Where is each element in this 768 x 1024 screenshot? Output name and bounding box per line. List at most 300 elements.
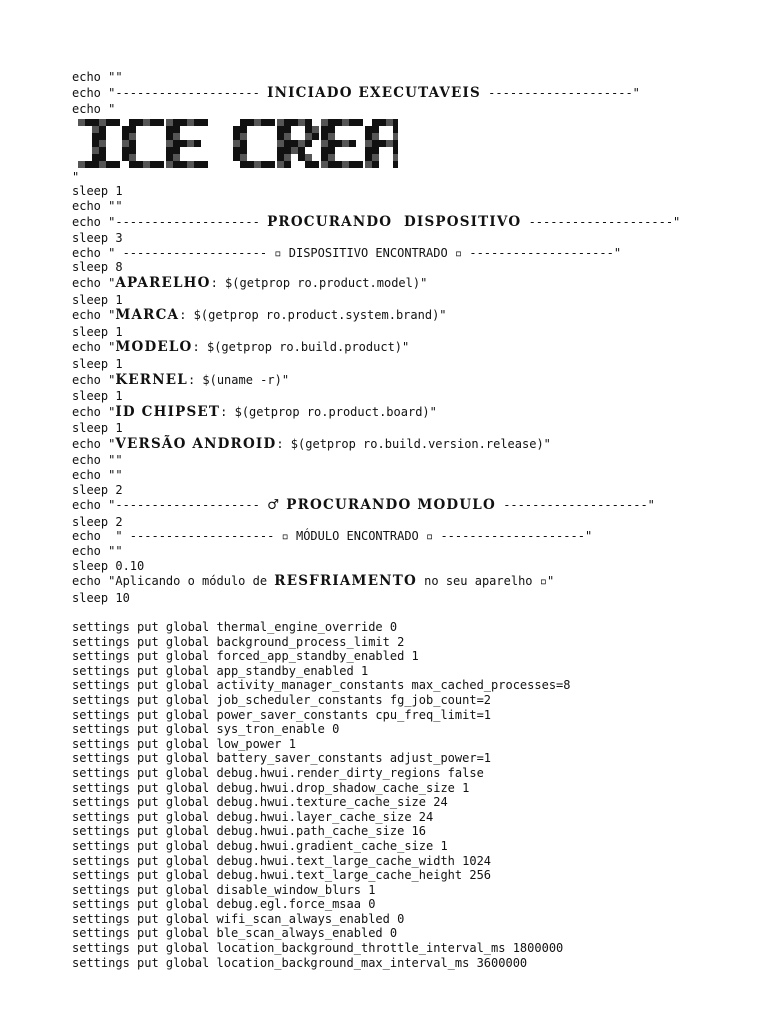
script-line xyxy=(72,591,732,606)
settings-line xyxy=(72,868,732,883)
script-line xyxy=(72,339,732,357)
settings-line xyxy=(72,912,732,927)
bold-keyword: ID CHIPSET xyxy=(115,403,221,420)
banner-pixel xyxy=(129,126,136,133)
settings-line xyxy=(72,766,732,781)
banner-pixel xyxy=(321,154,328,161)
banner-pixel xyxy=(122,140,129,147)
code-text: echo "" xyxy=(72,198,123,213)
banner-pixel xyxy=(99,126,106,133)
banner-pixel xyxy=(173,133,180,140)
code-text: echo " xyxy=(72,372,116,387)
settings-line xyxy=(72,737,732,752)
banner-pixel xyxy=(187,140,194,147)
banner-pixel xyxy=(122,154,129,161)
banner-pixel xyxy=(129,140,136,147)
code-text: settings put global location_background_throttle_interval_ms 1800000 xyxy=(72,941,564,956)
banner-pixel xyxy=(372,140,379,147)
banner-pixel xyxy=(349,119,356,126)
banner-pixel xyxy=(372,147,379,154)
banner-pixel xyxy=(349,140,356,147)
code-text: echo " xyxy=(72,275,116,290)
banner-pixel xyxy=(365,133,372,140)
banner-pixel xyxy=(284,147,291,154)
bold-keyword: ♂ PROCURANDO MODULO xyxy=(267,497,496,514)
banner-pixel xyxy=(99,161,106,168)
code-text: sleep 1 xyxy=(72,324,123,339)
code-text: echo "-------------------- xyxy=(72,498,268,513)
banner-pixel xyxy=(194,161,201,168)
code-text: settings put global sys_tron_enable 0 xyxy=(72,722,340,737)
banner-pixel xyxy=(305,133,312,140)
banner-pixel xyxy=(277,147,284,154)
banner-pixel xyxy=(173,161,180,168)
settings-line xyxy=(72,649,732,664)
code-text: sleep 1 xyxy=(72,421,123,436)
banner-pixel xyxy=(298,154,305,161)
banner-pixel xyxy=(372,119,379,126)
script-line xyxy=(72,85,732,103)
code-text: settings put global battery_saver_constants adjust_power=1 xyxy=(72,751,492,766)
banner-pixel xyxy=(328,161,335,168)
banner-pixel xyxy=(129,147,136,154)
script-line xyxy=(72,70,732,85)
banner-pixel xyxy=(393,133,398,140)
banner-pixel xyxy=(365,140,372,147)
script-line xyxy=(72,214,732,232)
banner-pixel xyxy=(277,119,284,126)
script-line xyxy=(72,246,732,261)
settings-line xyxy=(72,941,732,956)
banner-pixel xyxy=(284,119,291,126)
code-text: sleep 1 xyxy=(72,184,123,199)
banner-pixel xyxy=(284,133,291,140)
banner-pixel xyxy=(298,140,305,147)
code-text: echo "Aplicando o módulo de xyxy=(72,574,275,589)
settings-line xyxy=(72,839,732,854)
script-line xyxy=(72,544,732,559)
script-line xyxy=(72,372,732,390)
banner-pixel xyxy=(328,126,335,133)
settings-line xyxy=(72,708,732,723)
banner-pixel xyxy=(233,154,240,161)
banner-pixel xyxy=(173,119,180,126)
banner-pixel xyxy=(328,119,335,126)
code-text: echo "" xyxy=(72,70,123,84)
banner-pixel xyxy=(312,133,319,140)
code-text: settings put global job_scheduler_constants fg_job_count=2 xyxy=(72,692,492,707)
banner-pixel xyxy=(312,126,319,133)
banner-pixel xyxy=(305,154,312,161)
code-text: settings put global debug.hwui.path_cache_size 16 xyxy=(72,824,427,839)
banner-pixel xyxy=(321,147,328,154)
banner-pixel xyxy=(298,119,305,126)
script-line xyxy=(72,231,732,246)
settings-line xyxy=(72,635,732,650)
banner-pixel xyxy=(335,140,342,147)
banner-pixel xyxy=(379,119,386,126)
code-text: settings put global low_power 1 xyxy=(72,736,296,751)
banner-pixel xyxy=(92,119,99,126)
code-text: --------------------" xyxy=(521,214,681,229)
bold-keyword: MARCA xyxy=(115,307,180,324)
banner-pixel xyxy=(284,140,291,147)
banner-pixel xyxy=(342,119,349,126)
banner-pixel xyxy=(393,126,398,133)
banner-pixel xyxy=(166,133,173,140)
script-line xyxy=(72,184,732,199)
settings-line xyxy=(72,693,732,708)
banner-pixel xyxy=(129,119,136,126)
script-line xyxy=(72,421,732,436)
code-text: echo " -------------------- ▫ MÓDULO ENCONTRADO ▫ --------------------" xyxy=(72,529,593,544)
banner-pixel xyxy=(233,147,240,154)
code-text: echo " -------------------- ▫ DISPOSITIVO ENCONTRADO ▫ --------------------" xyxy=(72,245,622,260)
banner-pixel xyxy=(99,133,106,140)
bold-keyword: INICIADO EXECUTAVEIS xyxy=(267,84,481,101)
banner-pixel xyxy=(240,119,247,126)
settings-line xyxy=(72,810,732,825)
code-text: echo " xyxy=(72,102,116,117)
banner-pixel xyxy=(277,133,284,140)
script-line xyxy=(72,199,732,214)
script-line xyxy=(72,453,732,468)
banner-pixel xyxy=(194,119,201,126)
banner-pixel xyxy=(393,154,398,161)
bold-keyword: RESFRIAMENTO xyxy=(274,573,417,590)
ice-cream-logo xyxy=(78,119,398,170)
code-text: sleep 0.10 xyxy=(72,558,145,573)
banner-pixel xyxy=(284,161,291,168)
bold-keyword: APARELHO xyxy=(115,274,211,291)
banner-pixel xyxy=(201,119,208,126)
banner-pixel xyxy=(129,133,136,140)
banner-pixel xyxy=(277,161,284,168)
banner-pixel xyxy=(305,140,312,147)
banner-pixel xyxy=(305,126,312,133)
banner-pixel xyxy=(173,126,180,133)
banner-pixel xyxy=(180,119,187,126)
banner-pixel xyxy=(240,147,247,154)
code-text: echo " xyxy=(72,340,116,355)
banner-pixel xyxy=(240,161,247,168)
code-text: settings put global thermal_engine_override 0 xyxy=(72,620,398,634)
banner-pixel xyxy=(247,119,254,126)
banner-pixel xyxy=(173,154,180,161)
banner-pixel xyxy=(143,119,150,126)
banner-pixel xyxy=(342,161,349,168)
settings-line xyxy=(72,824,732,839)
script-line xyxy=(72,404,732,422)
banner-pixel xyxy=(254,119,261,126)
code-text: settings put global activity_manager_constants max_cached_processes=8 xyxy=(72,678,571,693)
banner-pixel xyxy=(99,147,106,154)
bold-keyword: KERNEL xyxy=(115,371,188,388)
banner-pixel xyxy=(312,161,319,168)
banner-pixel xyxy=(157,119,164,126)
banner-pixel xyxy=(342,140,349,147)
echo-header-lines xyxy=(72,70,732,117)
code-text: : $(uname -r)" xyxy=(187,372,290,387)
code-text: settings put global debug.hwui.text_large_cache_width 1024 xyxy=(72,853,492,868)
banner-pixel xyxy=(157,161,164,168)
banner-pixel xyxy=(173,140,180,147)
script-line xyxy=(72,357,732,372)
banner-pixel xyxy=(284,154,291,161)
code-text: sleep 1 xyxy=(72,356,123,371)
banner-pixel xyxy=(129,154,136,161)
banner-pixel xyxy=(187,161,194,168)
code-text: settings put global power_saver_constants cpu_freq_limit=1 xyxy=(72,707,492,722)
banner-pixel xyxy=(335,161,342,168)
script-line xyxy=(72,293,732,308)
code-text: echo "" xyxy=(72,468,123,483)
settings-line xyxy=(72,926,732,941)
banner-pixel xyxy=(298,147,305,154)
banner-pixel xyxy=(122,133,129,140)
banner-pixel xyxy=(150,119,157,126)
banner-pixel xyxy=(321,133,328,140)
banner-pixel xyxy=(240,133,247,140)
banner-pixel xyxy=(393,119,398,126)
settings-line xyxy=(72,854,732,869)
banner-pixel xyxy=(268,161,275,168)
banner-pixel xyxy=(356,161,363,168)
script-line xyxy=(72,170,732,185)
settings-line xyxy=(72,664,732,679)
code-text: --------------------" xyxy=(480,85,640,100)
banner-pixel xyxy=(291,119,298,126)
banner-pixel xyxy=(92,140,99,147)
banner-pixel xyxy=(365,154,372,161)
banner-pixel xyxy=(92,147,99,154)
code-text: settings put global wifi_scan_always_enabled 0 xyxy=(72,911,405,926)
settings-line xyxy=(72,722,732,737)
code-text: sleep 2 xyxy=(72,482,123,497)
script-line xyxy=(72,497,732,515)
banner-pixel xyxy=(180,161,187,168)
banner-pixel xyxy=(113,161,120,168)
script-line xyxy=(72,389,732,404)
banner-pixel xyxy=(136,119,143,126)
settings-line xyxy=(72,795,732,810)
code-text: settings put global debug.hwui.text_large_cache_height 256 xyxy=(72,868,492,883)
banner-pixel xyxy=(92,126,99,133)
banner-pixel xyxy=(85,161,92,168)
code-text: sleep 1 xyxy=(72,292,123,307)
banner-pixel xyxy=(393,147,398,154)
script-line xyxy=(72,483,732,498)
code-text: sleep 8 xyxy=(72,260,123,275)
banner-pixel xyxy=(261,161,268,168)
settings-commands xyxy=(72,620,732,970)
banner-pixel xyxy=(386,140,393,147)
script-line xyxy=(72,468,732,483)
banner-pixel xyxy=(106,119,113,126)
banner-pixel xyxy=(78,161,85,168)
banner-pixel xyxy=(328,140,335,147)
code-text: echo "-------------------- xyxy=(72,214,268,229)
banner-pixel xyxy=(113,119,120,126)
banner-pixel xyxy=(321,119,328,126)
banner-pixel xyxy=(129,161,136,168)
banner-pixel xyxy=(328,154,335,161)
blank-line xyxy=(72,605,732,620)
ice-cream-ascii-banner xyxy=(78,119,732,170)
banner-pixel xyxy=(92,154,99,161)
banner-pixel xyxy=(166,140,173,147)
settings-line xyxy=(72,897,732,912)
code-text: echo " xyxy=(72,436,116,451)
code-text: echo " xyxy=(72,308,116,323)
settings-line xyxy=(72,781,732,796)
banner-pixel xyxy=(393,161,398,168)
banner-pixel xyxy=(328,147,335,154)
banner-pixel xyxy=(321,161,328,168)
settings-line xyxy=(72,956,732,971)
banner-pixel xyxy=(372,154,379,161)
code-text: echo "" xyxy=(72,544,123,559)
banner-pixel xyxy=(187,119,194,126)
script-document xyxy=(72,70,732,970)
banner-pixel xyxy=(194,140,201,147)
banner-pixel xyxy=(379,140,386,147)
settings-line xyxy=(72,751,732,766)
script-line xyxy=(72,307,732,325)
script-line xyxy=(72,573,732,591)
banner-pixel xyxy=(106,161,113,168)
code-text: " xyxy=(72,169,80,184)
settings-line xyxy=(72,883,732,898)
code-text: echo "-------------------- xyxy=(72,85,268,100)
banner-pixel xyxy=(277,154,284,161)
banner-pixel xyxy=(328,133,335,140)
script-line xyxy=(72,559,732,574)
banner-pixel xyxy=(386,119,393,126)
banner-pixel xyxy=(335,119,342,126)
banner-pixel xyxy=(99,154,106,161)
banner-pixel xyxy=(254,161,261,168)
banner-pixel xyxy=(240,154,247,161)
code-text: settings put global debug.hwui.layer_cache_size 24 xyxy=(72,809,434,824)
banner-pixel xyxy=(150,161,157,168)
code-text: settings put global debug.egl.force_msaa 0 xyxy=(72,897,376,912)
banner-pixel xyxy=(268,119,275,126)
code-text: settings put global debug.hwui.drop_shadow_cache_size 1 xyxy=(72,780,470,795)
code-text: : $(getprop ro.product.model)" xyxy=(210,275,428,290)
banner-pixel xyxy=(372,126,379,133)
banner-pixel xyxy=(180,140,187,147)
script-line xyxy=(72,102,732,117)
banner-pixel xyxy=(291,140,298,147)
code-text: settings put global ble_scan_always_enabled 0 xyxy=(72,926,398,941)
code-text: : $(getprop ro.build.version.release)" xyxy=(276,436,551,451)
code-text: no seu aparelho ▫" xyxy=(416,574,555,589)
banner-pixel xyxy=(99,140,106,147)
banner-pixel xyxy=(365,147,372,154)
banner-pixel xyxy=(92,133,99,140)
banner-pixel xyxy=(305,119,312,126)
banner-pixel xyxy=(305,161,312,168)
bold-keyword: PROCURANDO DISPOSITIVO xyxy=(267,213,522,230)
device-detection-lines xyxy=(72,170,732,606)
settings-line xyxy=(72,620,732,635)
code-text: settings put global forced_app_standby_enabled 1 xyxy=(72,649,419,664)
banner-pixel xyxy=(233,140,240,147)
code-text: settings put global debug.hwui.texture_cache_size 24 xyxy=(72,795,448,810)
banner-pixel xyxy=(349,161,356,168)
banner-pixel xyxy=(85,119,92,126)
banner-pixel xyxy=(284,126,291,133)
banner-pixel xyxy=(143,161,150,168)
banner-pixel xyxy=(233,126,240,133)
banner-pixel xyxy=(122,126,129,133)
code-text: echo "" xyxy=(72,453,123,468)
banner-pixel xyxy=(166,119,173,126)
banner-pixel xyxy=(291,147,298,154)
code-text: settings put global background_process_limit 2 xyxy=(72,634,405,649)
banner-pixel xyxy=(321,126,328,133)
banner-pixel xyxy=(372,161,379,168)
script-line xyxy=(72,325,732,340)
settings-line xyxy=(72,678,732,693)
code-text: settings put global debug.hwui.render_dirty_regions false xyxy=(72,765,484,780)
banner-pixel xyxy=(365,161,372,168)
bold-keyword: MODELO xyxy=(115,339,193,356)
banner-pixel xyxy=(247,161,254,168)
code-text: --------------------" xyxy=(495,498,655,513)
script-line xyxy=(72,529,732,544)
banner-pixel xyxy=(201,161,208,168)
code-text: : $(getprop ro.product.board)" xyxy=(220,404,437,419)
code-text: settings put global app_standby_enabled 1 xyxy=(72,663,369,678)
banner-pixel xyxy=(92,161,99,168)
code-text: settings put global disable_window_blurs 1 xyxy=(72,882,376,897)
banner-pixel xyxy=(372,133,379,140)
script-line xyxy=(72,260,732,275)
banner-pixel xyxy=(240,126,247,133)
banner-pixel xyxy=(166,154,173,161)
code-text: : $(getprop ro.product.system.brand)" xyxy=(179,308,447,323)
banner-pixel xyxy=(99,119,106,126)
banner-pixel xyxy=(78,119,85,126)
code-text: sleep 10 xyxy=(72,590,130,605)
code-text: sleep 2 xyxy=(72,514,123,529)
banner-pixel xyxy=(166,147,173,154)
script-line xyxy=(72,275,732,293)
code-text: settings put global debug.hwui.gradient_cache_size 1 xyxy=(72,838,448,853)
banner-pixel xyxy=(277,126,284,133)
code-text: sleep 1 xyxy=(72,389,123,404)
banner-pixel xyxy=(261,119,268,126)
code-text: : $(getprop ro.build.product)" xyxy=(192,340,410,355)
script-line xyxy=(72,436,732,454)
code-text: settings put global location_background_max_interval_ms 3600000 xyxy=(72,955,528,970)
banner-pixel xyxy=(122,147,129,154)
script-line xyxy=(72,515,732,530)
code-text: echo " xyxy=(72,404,116,419)
banner-pixel xyxy=(136,161,143,168)
bold-keyword: VERSÃO ANDROID xyxy=(115,435,277,452)
banner-pixel xyxy=(166,126,173,133)
banner-pixel xyxy=(393,140,398,147)
banner-pixel xyxy=(166,161,173,168)
banner-pixel xyxy=(321,140,328,147)
banner-pixel xyxy=(173,147,180,154)
banner-pixel xyxy=(277,140,284,147)
code-text: sleep 3 xyxy=(72,231,123,246)
banner-pixel xyxy=(240,140,247,147)
